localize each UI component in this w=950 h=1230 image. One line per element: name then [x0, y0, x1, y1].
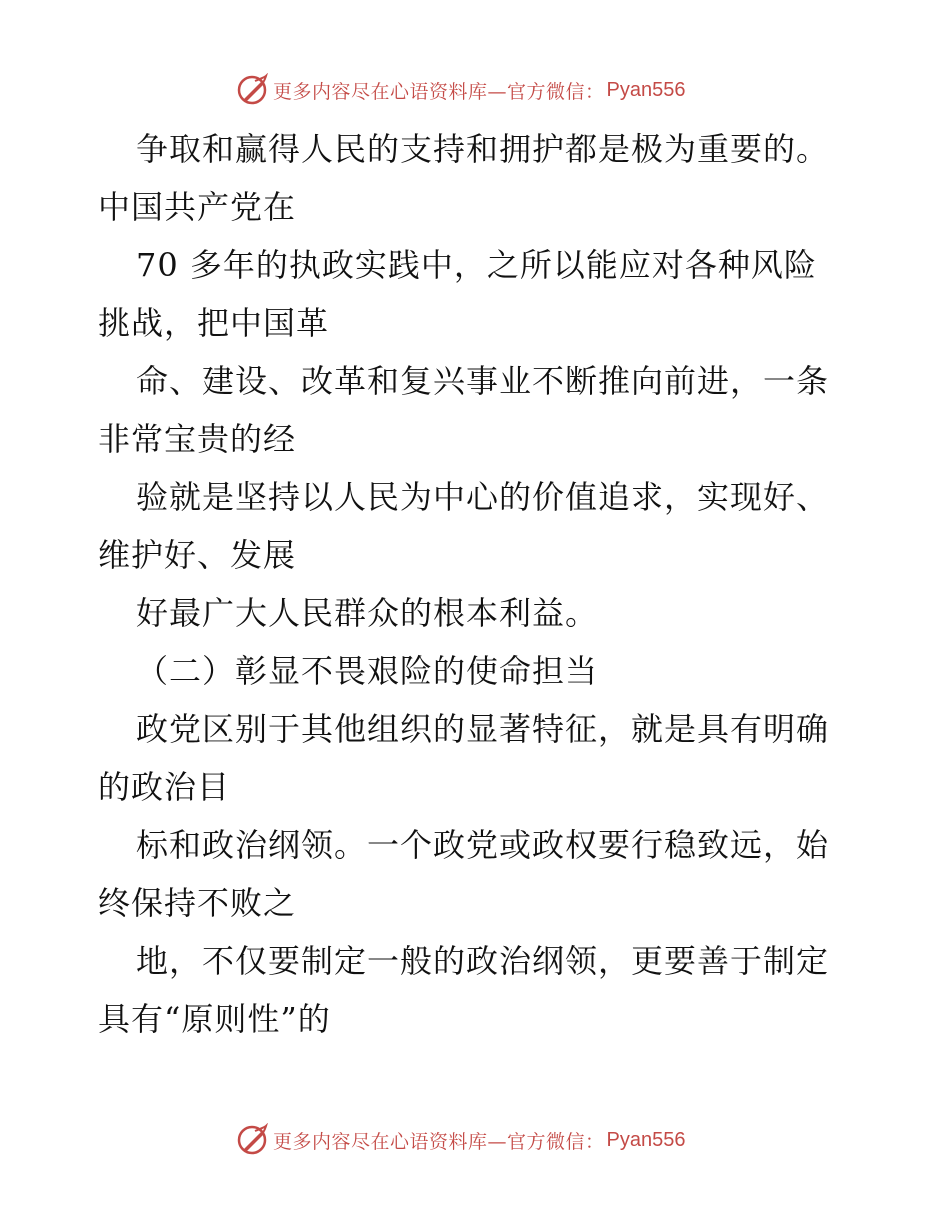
header-watermark: [235, 72, 685, 108]
text-line: 地，不仅要制定一般的政治纲领，更要善于制定: [136, 942, 830, 980]
body-text: [98, 120, 898, 1048]
text-line: 中国共产党在: [98, 188, 297, 226]
text-line: 验就是坚持以人民为中心的价值追求，实现好、: [136, 478, 830, 516]
text-line: 好最广大人民群众的根本利益。: [136, 594, 599, 632]
text-line: 挑战，把中国革: [98, 304, 330, 342]
text-line: 标和政治纲领。一个政党或政权要行稳致远，始: [136, 826, 830, 864]
text-line: 政党区别于其他组织的显著特征，就是具有明确: [136, 710, 830, 748]
watermark-text: 更多内容尽在心语资料库—官方微信：: [273, 80, 605, 103]
text-line: 具有“原则性”的: [98, 1000, 331, 1038]
quill-pen-circle-icon: [235, 73, 269, 107]
footer-watermark: [235, 1122, 685, 1158]
watermark-text: 更多内容尽在心语资料库—官方微信：: [273, 1130, 605, 1153]
text-line: 维护好、发展: [98, 536, 297, 574]
section-heading: （二）彰显不畏艰险的使命担当: [136, 652, 599, 690]
text-line: 70 多年的执政实践中，之所以能应对各种风险: [136, 246, 817, 284]
text-line: 争取和赢得人民的支持和拥护都是极为重要的。: [136, 130, 830, 168]
quill-pen-circle-icon: [235, 1123, 269, 1157]
text-line: 的政治目: [98, 768, 231, 806]
text-line: 终保持不败之: [98, 884, 297, 922]
watermark-id: Pyan556: [606, 78, 686, 101]
text-line: 非常宝贵的经: [98, 420, 297, 458]
text-line: 命、建设、改革和复兴事业不断推向前进，一条: [136, 362, 830, 400]
watermark-id: Pyan556: [606, 1128, 686, 1151]
